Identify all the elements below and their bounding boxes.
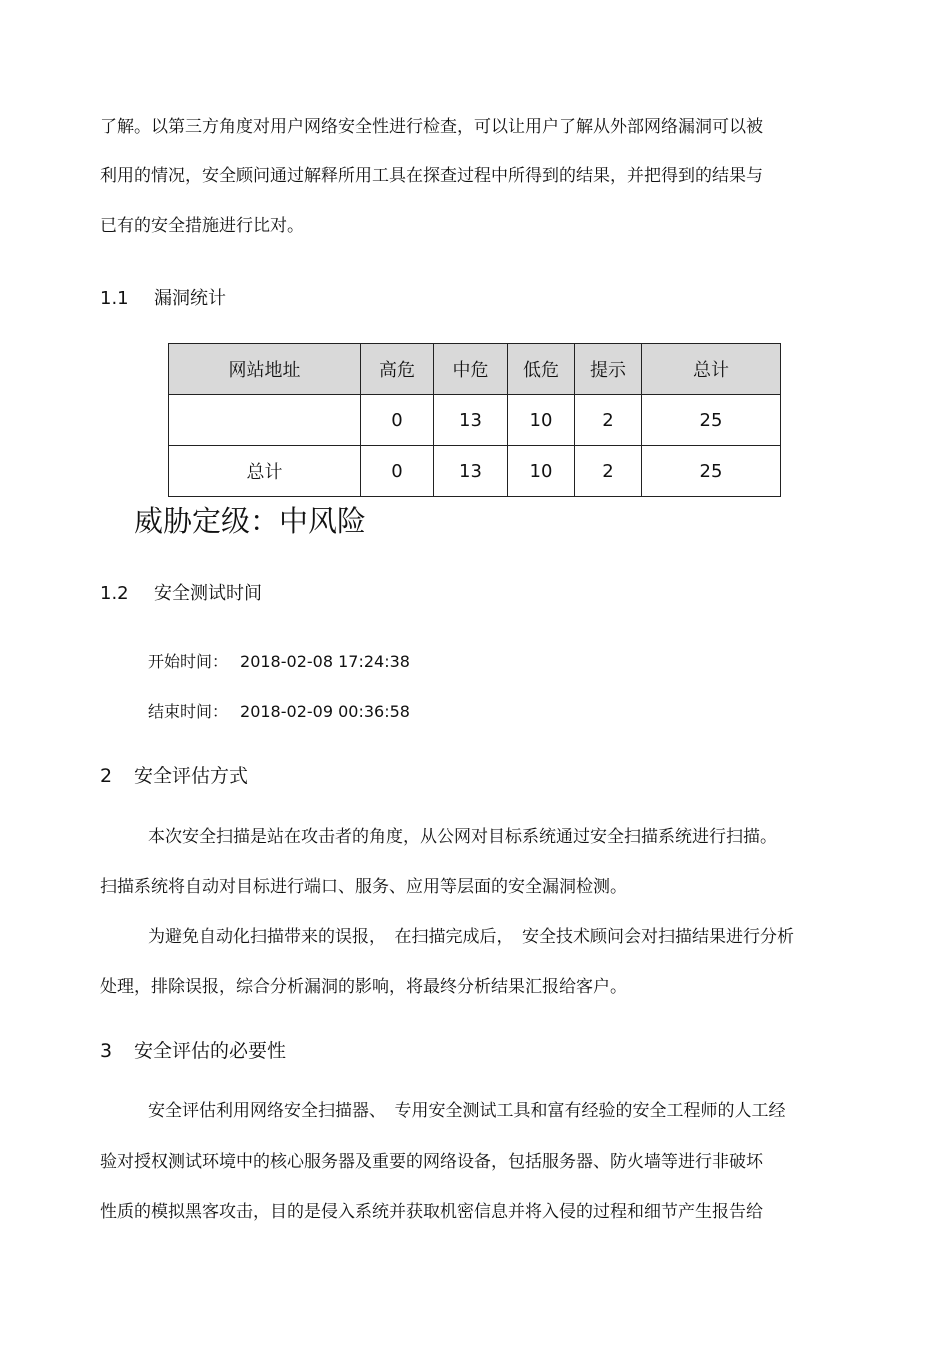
table-header-cell: 高危 [361,344,434,395]
paragraph-line: 本次安全扫描是站在攻击者的角度，从公网对目标系统通过安全扫描系统进行扫描。 [148,827,777,847]
paragraph-line: 为避免自动化扫描带来的误报， 在扫描完成后， 安全技术顾问会对扫描结果进行分析 [148,927,794,947]
intro-line: 利用的情况，安全顾问通过解释所用工具在探查过程中所得到的结果，并把得到的结果与 [100,166,763,186]
start-time-row [148,652,410,672]
section-number: 1.1 [100,288,129,309]
section-heading-1-1 [100,288,226,310]
section-title: 安全测试时间 [154,583,262,604]
table-cell: 13 [434,446,508,497]
table-cell [169,395,361,446]
paragraph-line: 验对授权测试环境中的核心服务器及重要的网络设备，包括服务器、防火墙等进行非破坏 [100,1152,763,1172]
section-heading-2 [100,765,248,787]
table-row [169,395,781,446]
intro-line: 了解。以第三方角度对用户网络安全性进行检查，可以让用户了解从外部网络漏洞可以被 [100,117,763,137]
section-title: 漏洞统计 [154,288,226,309]
table-cell: 总计 [169,446,361,497]
end-time-row [148,702,410,722]
section-heading-3 [100,1040,286,1062]
table-row [169,446,781,497]
section-heading-1-2 [100,583,262,605]
start-time-value: 2018-02-08 17:24:38 [240,652,410,671]
section-number: 2 [100,765,113,787]
table-header-cell: 提示 [575,344,642,395]
table-header-cell: 网站地址 [169,344,361,395]
vulnerability-table [168,343,781,497]
table-cell: 25 [642,395,781,446]
paragraph-line: 处理，排除误报，综合分析漏洞的影响，将最终分析结果汇报给客户。 [100,977,627,997]
table-header-cell: 总计 [642,344,781,395]
table-cell: 0 [361,395,434,446]
threat-rating: 威胁定级：中风险 [134,504,367,538]
table-header-row [169,344,781,395]
start-time-label: 开始时间： [148,652,229,671]
table-cell: 0 [361,446,434,497]
table-cell: 10 [508,395,575,446]
table-cell: 2 [575,395,642,446]
end-time-label: 结束时间： [148,702,229,721]
paragraph-line: 安全评估利用网络安全扫描器、 专用安全测试工具和富有经验的安全工程师的人工经 [148,1101,786,1121]
table-cell: 25 [642,446,781,497]
table-header-cell: 中危 [434,344,508,395]
table-cell: 10 [508,446,575,497]
table-cell: 13 [434,395,508,446]
end-time-value: 2018-02-09 00:36:58 [240,702,410,721]
paragraph-line: 扫描系统将自动对目标进行端口、服务、应用等层面的安全漏洞检测。 [100,877,627,897]
paragraph-line: 性质的模拟黑客攻击，目的是侵入系统并获取机密信息并将入侵的过程和细节产生报告给 [100,1202,763,1222]
section-title: 安全评估方式 [134,765,249,787]
section-title: 安全评估的必要性 [134,1040,287,1062]
section-number: 3 [100,1040,113,1062]
table-header-cell: 低危 [508,344,575,395]
intro-line: 已有的安全措施进行比对。 [100,216,304,236]
table-cell: 2 [575,446,642,497]
section-number: 1.2 [100,583,129,604]
